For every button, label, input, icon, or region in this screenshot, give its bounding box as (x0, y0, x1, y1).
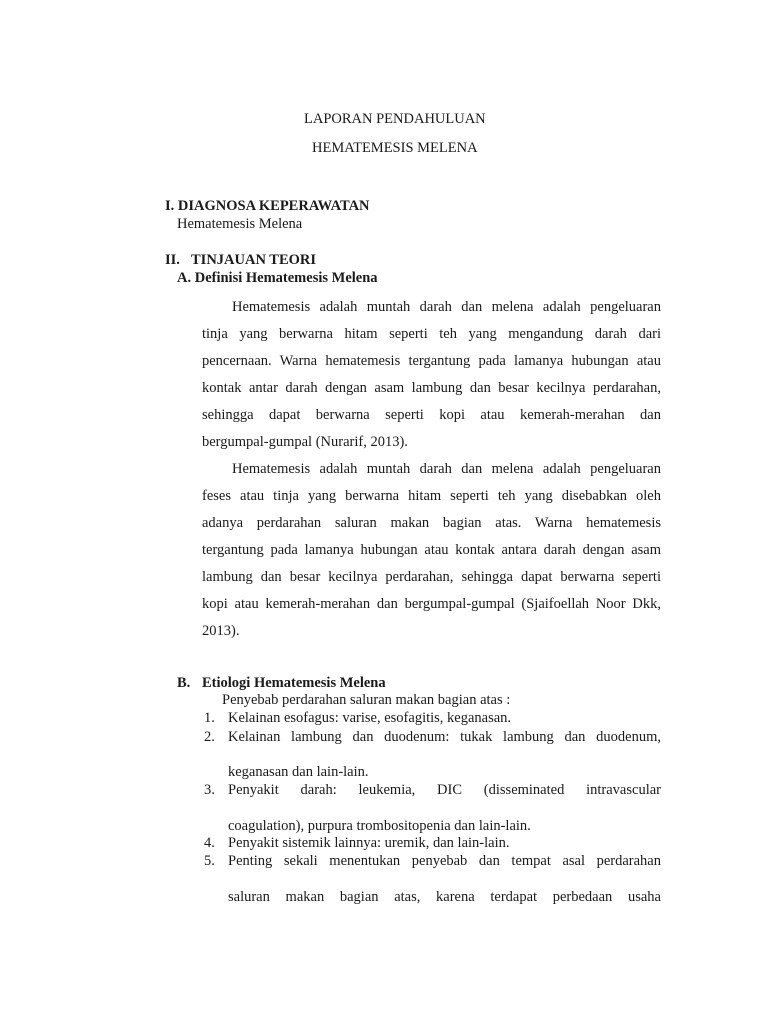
para1-line: kontak antar darah dengan asam lambung dan besar kecilnya perdarahan, (202, 380, 661, 396)
list-item-number: 1. (204, 710, 215, 726)
list-item-text: keganasan dan lain-lain. (228, 764, 369, 780)
para2-line: lambung dan besar kecilnya perdarahan, sehingga dapat berwarna seperti (202, 569, 661, 585)
para1-line: Hematemesis adalah muntah darah dan melena adalah pengeluaran (232, 299, 661, 315)
para1-line: tinja yang berwarna hitam seperti teh yang mengandung darah dari (202, 326, 661, 342)
document-title: LAPORAN PENDAHULUAN (304, 111, 486, 127)
subsection-b-number: B. (177, 675, 191, 691)
para2-line: 2013). (202, 623, 240, 639)
list-item-text: Penyakit sistemik lainnya: uremik, dan lain-lain. (228, 835, 510, 851)
document-subtitle: HEMATEMESIS MELENA (312, 140, 478, 156)
list-item-number: 2. (204, 729, 215, 745)
para1-line: pencernaan. Warna hematemesis tergantung pada lamanya hubungan atau (202, 353, 661, 369)
list-item-text: Penyakit darah: leukemia, DIC (disseminated intravascular (228, 782, 661, 798)
section-1-heading: I. DIAGNOSA KEPERAWATAN (165, 198, 370, 214)
section-1-body: Hematemesis Melena (177, 216, 303, 232)
para2-line: tergantung pada lamanya hubungan atau kontak antara darah dengan asam (202, 542, 661, 558)
list-item-number: 3. (204, 782, 215, 798)
list-item-text: Penting sekali menentukan penyebab dan tempat asal perdarahan (228, 853, 661, 869)
para2-line: Hematemesis adalah muntah darah dan melena adalah pengeluaran (232, 461, 661, 477)
subsection-a-heading: A. Definisi Hematemesis Melena (177, 270, 378, 286)
para1-line: bergumpal-gumpal (Nurarif, 2013). (202, 434, 408, 450)
subsection-b-intro: Penyebab perdarahan saluran makan bagian atas : (222, 692, 511, 708)
list-item-text: Kelainan lambung dan duodenum: tukak lambung dan duodenum, (228, 729, 661, 745)
list-item-text: Kelainan esofagus: varise, esofagitis, keganasan. (228, 710, 512, 726)
para2-line: adanya perdarahan saluran makan bagian atas. Warna hematemesis (202, 515, 661, 531)
list-item-text: coagulation), purpura trombositopenia dan lain-lain. (228, 818, 531, 834)
para2-line: feses atau tinja yang berwarna hitam seperti teh yang disebabkan oleh (202, 488, 661, 504)
section-2-number: II. (165, 252, 180, 268)
section-2-heading: TINJAUAN TEORI (191, 252, 317, 268)
list-item-number: 4. (204, 835, 215, 851)
list-item-text: saluran makan bagian atas, karena terdapat perbedaan usaha (228, 889, 661, 905)
para1-line: sehingga dapat berwarna seperti kopi atau kemerah-merahan dan (202, 407, 661, 423)
subsection-b-heading: Etiologi Hematemesis Melena (202, 675, 386, 691)
para2-line: kopi atau kemerah-merahan dan bergumpal-gumpal (Sjaifoellah Noor Dkk, (202, 596, 661, 612)
list-item-number: 5. (204, 853, 215, 869)
